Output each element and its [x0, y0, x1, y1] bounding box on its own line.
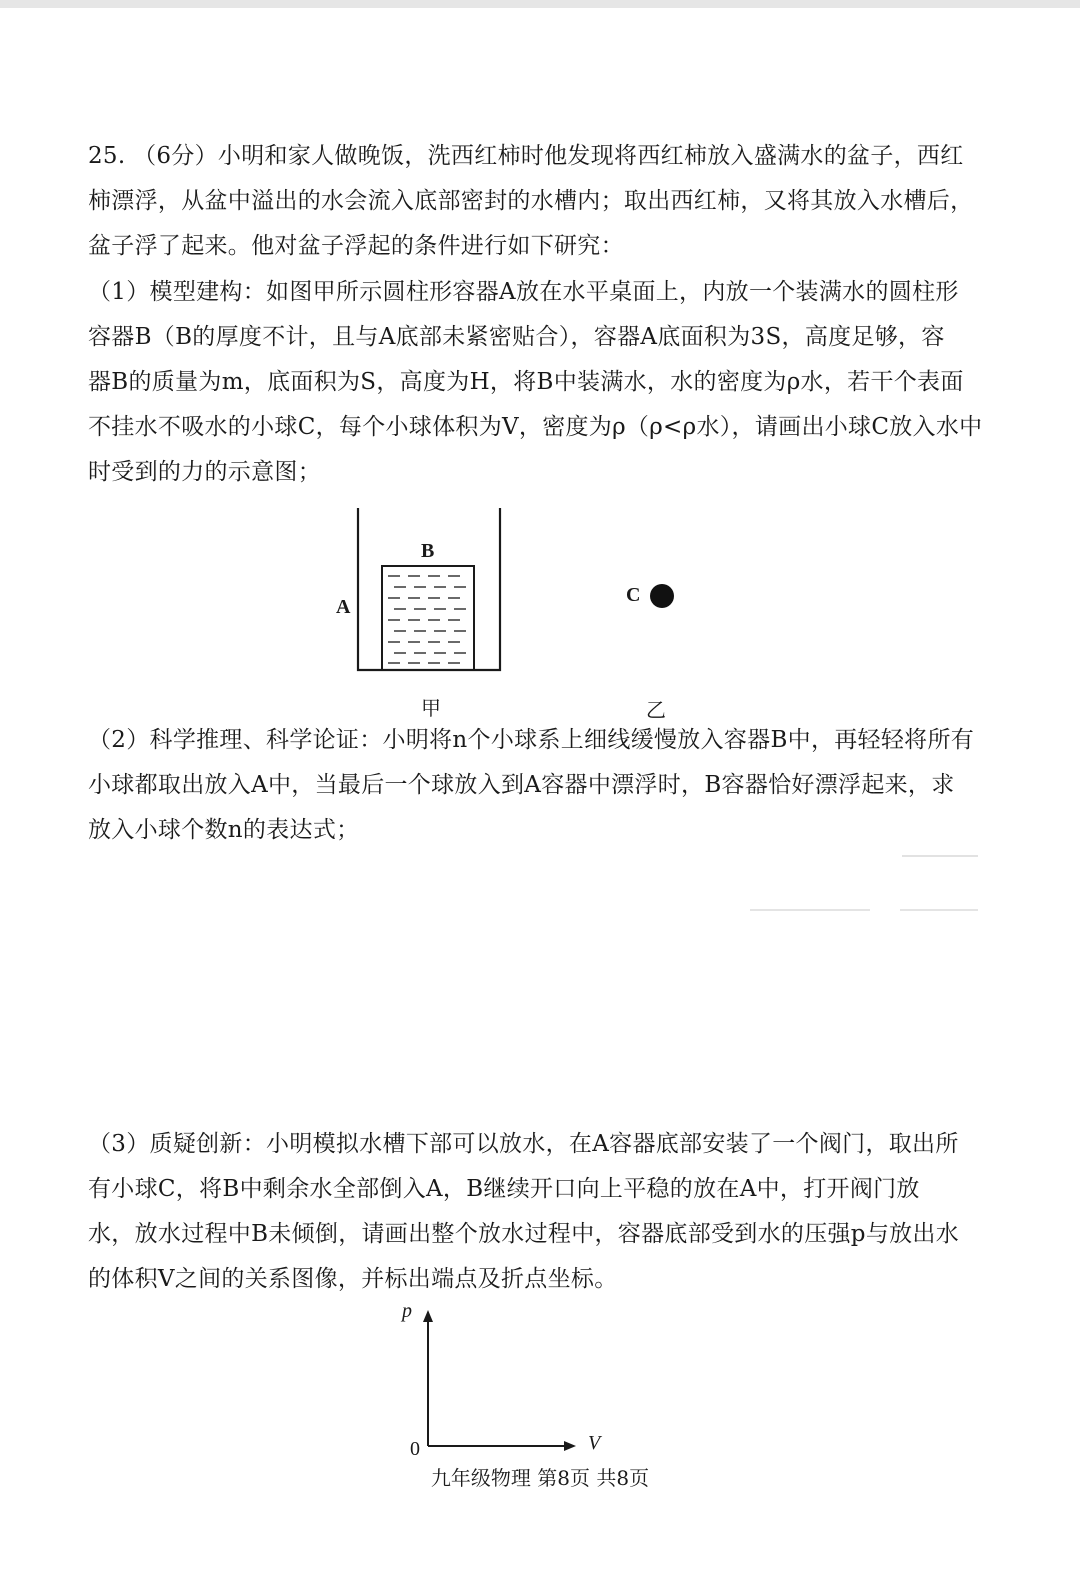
- label-a: A: [336, 596, 351, 618]
- part1-line: 不挂水不吸水的小球C，每个小球体积为V，密度为ρ（ρ<ρ水），请画出小球C放入水中: [88, 414, 983, 440]
- origin-label: 0: [410, 1438, 420, 1460]
- y-axis-label: p: [402, 1300, 412, 1322]
- container-b: [382, 566, 474, 670]
- intro-line: 盆子浮了起来。他对盆子浮起的条件进行如下研究：: [88, 233, 624, 259]
- caption-yi: 乙: [646, 698, 666, 722]
- part1-line: 容器B（B的厚度不计，且与A底部未紧密贴合），容器A底面积为3S，高度足够，容: [88, 324, 945, 350]
- faint-marks: [740, 850, 990, 920]
- figure-jia-diagram: [340, 500, 520, 680]
- part-3: [88, 1122, 992, 1302]
- part3-line: （3）质疑创新：小明模拟水槽下部可以放水，在A容器底部安装了一个阀门，取出所: [88, 1131, 959, 1157]
- part3-line: 有小球C，将B中剩余水全部倒入A，B继续开口向上平稳的放在A中，打开阀门放: [88, 1176, 920, 1202]
- part-2: [88, 718, 992, 853]
- part1-line: 时受到的力的示意图；: [88, 459, 321, 485]
- label-b: B: [421, 540, 435, 562]
- x-axis-label: V: [588, 1432, 601, 1454]
- y-axis-arrow: [423, 1310, 433, 1322]
- part1-line: （1）模型建构：如图甲所示圆柱形容器A放在水平桌面上，内放一个装满水的圆柱形: [88, 279, 959, 305]
- intro-line: 柿漂浮，从盆中溢出的水会流入底部密封的水槽内；取出西红柿，又将其放入水槽后，: [88, 188, 974, 214]
- label-c: C: [626, 584, 641, 606]
- part2-line: 放入小球个数n的表达式；: [88, 817, 360, 843]
- part3-line: 水，放水过程中B未倾倒，请画出整个放水过程中，容器底部受到水的压强p与放出水: [88, 1221, 960, 1247]
- part1-line: 器B的质量为m，底面积为S，高度为H，将B中装满水，水的密度为ρ水，若干个表面: [88, 369, 964, 395]
- pv-graph-axes: [410, 1306, 590, 1456]
- container-a: [358, 508, 500, 670]
- intro-line: 25. （6分）小明和家人做晚饭，洗西红柿时他发现将西红柿放入盛满水的盆子，西红: [88, 143, 964, 169]
- water-in-b: [388, 576, 466, 663]
- part2-line: （2）科学推理、科学论证：小明将n个小球系上细线缓慢放入容器B中，再轻轻将所有: [88, 727, 975, 753]
- part3-line: 的体积V之间的关系图像，并标出端点及折点坐标。: [88, 1266, 618, 1292]
- part-1: [88, 270, 992, 495]
- part2-line: 小球都取出放入A中，当最后一个球放入到A容器中漂浮时，B容器恰好漂浮起来，求: [88, 772, 955, 798]
- x-axis-arrow: [564, 1441, 576, 1451]
- question-intro: [88, 134, 992, 269]
- ball-c: [648, 582, 676, 610]
- page-footer: 九年级物理 第8页 共8页: [430, 1466, 650, 1490]
- caption-jia: 甲: [421, 696, 441, 720]
